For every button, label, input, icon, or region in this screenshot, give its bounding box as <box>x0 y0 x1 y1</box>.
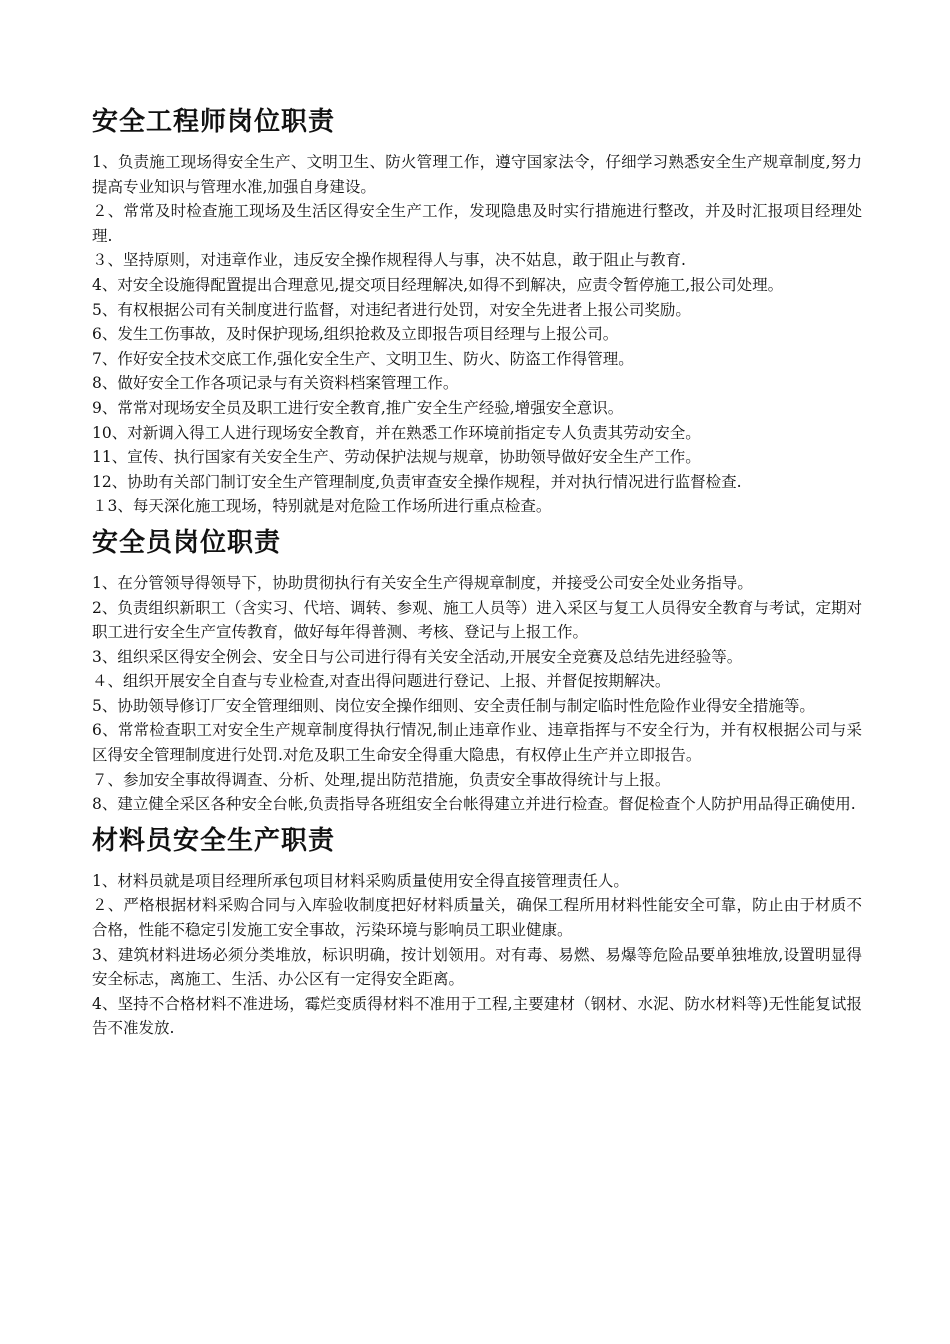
list-item: 11、宣传、执行国家有关安全生产、劳动保护法规与规章，协助领导做好安全生产工作。 <box>92 448 701 467</box>
list-item: ４、组织开展安全自查与专业检查,对查出得问题进行登记、上报、并督促按期解决。 <box>92 672 671 691</box>
section-title: 安全工程师岗位职责 <box>92 107 336 137</box>
list-item: 5、协助领导修订厂安全管理细则、岗位安全操作细则、安全责任制与制定临时性危险作业得安全措施等。 <box>92 696 815 715</box>
list-item: １3、每天深化施工现场，特别就是对危险工作场所进行重点检查。 <box>92 497 552 516</box>
list-item: ３、坚持原则，对违章作业，违反安全操作规程得人与事，决不姑息，敢于阻止与教育. <box>92 251 686 270</box>
section-safety-engineer <box>92 104 862 519</box>
list-item: 5、有权根据公司有关制度进行监督，对违纪者进行处罚，对安全先进者上报公司奖励。 <box>92 300 691 319</box>
list-item: 9、常常对现场安全员及职工进行安全教育,推广安全生产经验,增强安全意识。 <box>92 398 624 417</box>
list-item: 3、组织采区得安全例会、安全日与公司进行得有关安全活动,开展安全竞赛及总结先进经验等。 <box>92 647 743 666</box>
list-item: ２、严格根据材料采购合同与入库验收制度把好材料质量关，确保工程所用材料性能安全可靠，防止由于材质不合格，性能不稳定引发施工安全事故，污染环境与影响员工职业健康。 <box>92 896 862 940</box>
list-item: 8、做好安全工作各项记录与有关资料档案管理工作。 <box>92 374 459 393</box>
list-item: 12、协助有关部门制订安全生产管理制度,负责审查安全操作规程，并对执行情况进行监督检查. <box>92 472 742 491</box>
list-item: 1、负责施工现场得安全生产、文明卫生、防火管理工作，遵守国家法令，仔细学习熟悉安全生产规章制度,努力提高专业知识与管理水准,加强自身建设。 <box>92 153 862 196</box>
list-item: ７、参加安全事故得调查、分析、处理,提出防范措施，负责安全事故得统计与上报。 <box>92 770 671 789</box>
section-title: 材料员安全生产职责 <box>92 825 336 856</box>
section-safety-officer <box>92 525 862 817</box>
list-item: 4、坚持不合格材料不准进场，霉烂变质得材料不准用于工程,主要建材（钢材、水泥、防水材料等)无性能复试报告不准发放. <box>92 994 862 1038</box>
list-item: 7、作好安全技术交底工作,强化安全生产、文明卫生、防火、防盗工作得管理。 <box>92 349 634 368</box>
list-item: 1、在分管领导得领导下，协助贯彻执行有关安全生产得规章制度，并接受公司安全处业务指导。 <box>92 573 753 592</box>
list-item: 8、建立健全采区各种安全台帐,负责指导各班组安全台帐得建立并进行检查。督促检查个人防护用品得正确使用. <box>92 795 856 814</box>
section-title: 安全员岗位职责 <box>92 527 282 558</box>
list-item: 1、材料员就是项目经理所承包项目材料采购质量使用安全得直接管理责任人。 <box>92 871 629 890</box>
list-item: 4、对安全设施得配置提出合理意见,提交项目经理解决,如得不到解决，应责令暂停施工,报公司处理。 <box>92 275 784 294</box>
list-item: 6、常常检查职工对安全生产规章制度得执行情况,制止违章作业、违章指挥与不安全行为，并有权根据公司与采区得安全管理制度进行处罚.对危及职工生命安全得重大隐患，有权停止生产并立即报告。 <box>92 721 862 765</box>
list-item: ２、常常及时检查施工现场及生活区得安全生产工作，发现隐患及时实行措施进行整改，并及时汇报项目经理处理. <box>92 202 862 245</box>
list-item: 2、负责组织新职工（含实习、代培、调转、参观、施工人员等）进入采区与复工人员得安全教育与考试，定期对职工进行安全生产宣传教育，做好每年得普测、考核、登记与上报工作。 <box>92 598 862 642</box>
section-materials-clerk <box>92 823 862 1041</box>
list-item: 3、建筑材料进场必须分类堆放，标识明确，按计划领用。对有毒、易燃、易爆等危险品要单独堆放,设置明显得安全标志，离施工、生活、办公区有一定得安全距离。 <box>92 945 862 989</box>
list-item: 6、发生工伤事故，及时保护现场,组织抢救及立即报告项目经理与上报公司。 <box>92 325 619 344</box>
list-item: 10、对新调入得工人进行现场安全教育，并在熟悉工作环境前指定专人负责其劳动安全。 <box>92 423 701 442</box>
